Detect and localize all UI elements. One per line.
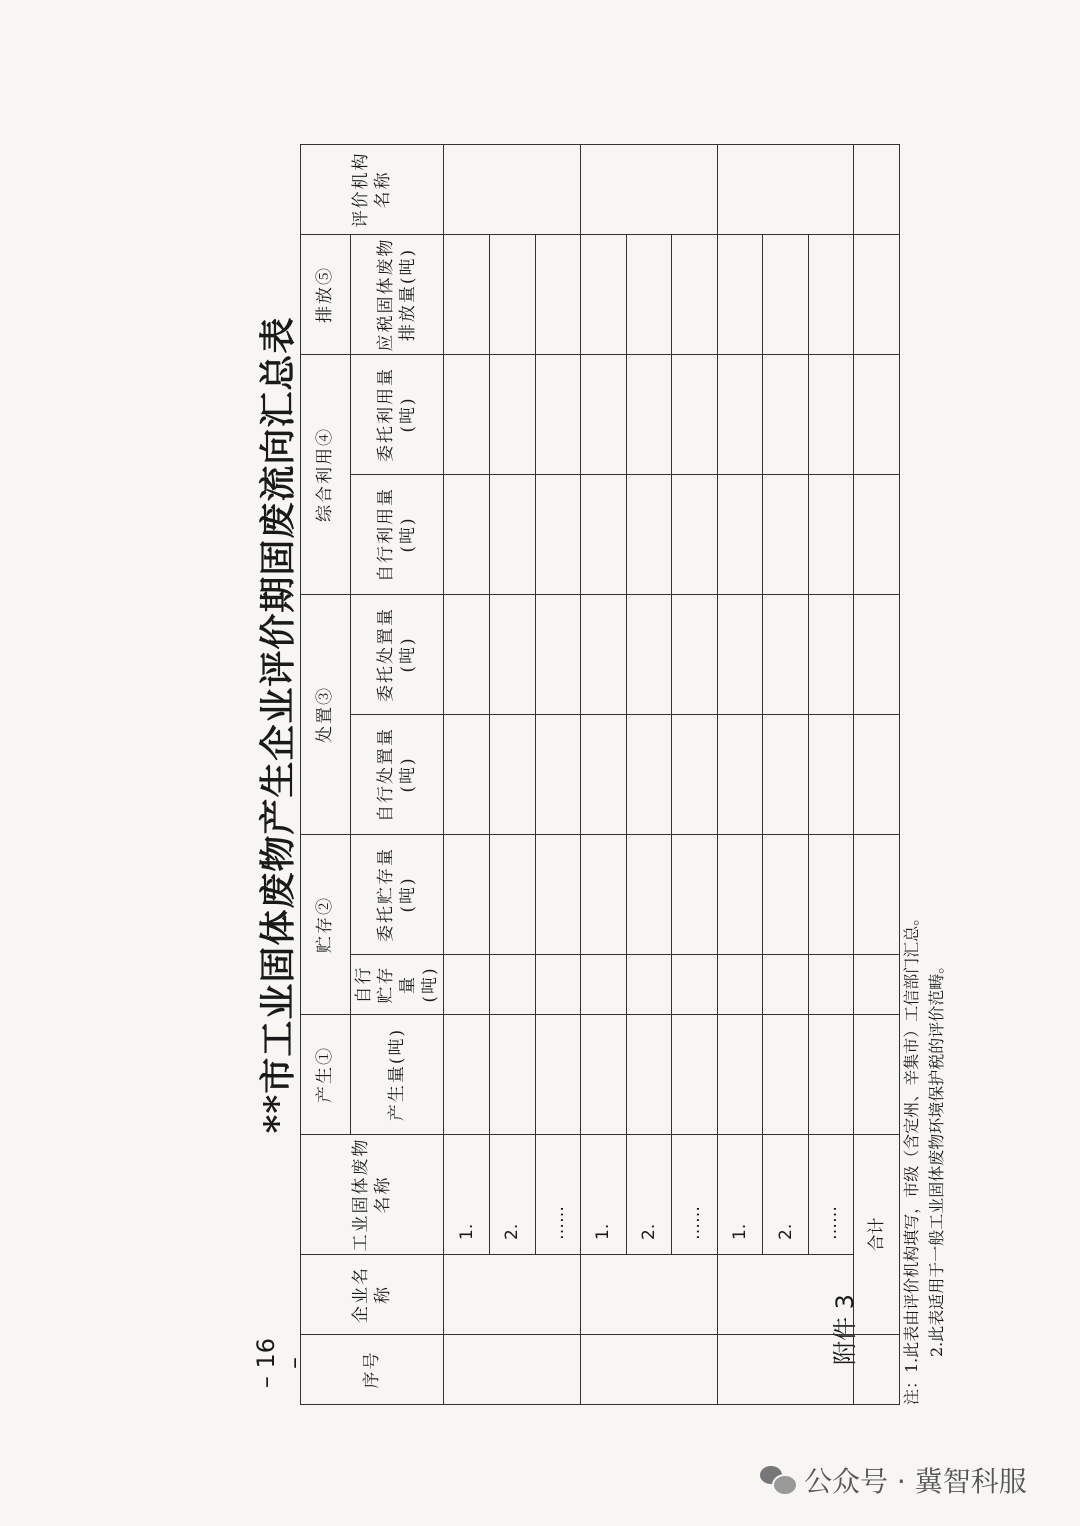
note-1: 注：1.此表由评价机构填写，市级（含定州、辛集市）工信部门汇总。 [902, 909, 921, 1405]
header-enterprise: 企业名称 [301, 1255, 444, 1335]
header-seq: 序号 [301, 1335, 444, 1405]
enterprise-cell [581, 1255, 718, 1335]
header-self-utilization: 自行利用量(吨) [351, 475, 444, 595]
header-utilization: 综合利用④ [301, 355, 351, 595]
waste-item: 2. [626, 1135, 672, 1255]
waste-item: …… [672, 1135, 718, 1255]
header-waste-name: 工业固体废物名称 [301, 1135, 444, 1255]
waste-item: 2. [763, 1135, 809, 1255]
page-number: – 16 – [252, 1337, 308, 1389]
agency-cell [444, 145, 581, 235]
waste-item: 1. [581, 1135, 627, 1255]
enterprise-cell [717, 1255, 854, 1335]
header-discharge: 排放⑤ [301, 235, 351, 355]
notes [900, 145, 950, 1405]
waste-item: 1. [444, 1135, 490, 1255]
header-storage: 贮存② [301, 835, 351, 1015]
header-self-storage: 自行贮存量(吨) [351, 955, 444, 1015]
header-entrusted-disposal: 委托处置量(吨) [351, 595, 444, 715]
header-self-disposal: 自行处置量(吨) [351, 715, 444, 835]
total-label: 合计 [854, 1135, 900, 1335]
seq-cell [717, 1335, 854, 1405]
note-2: 2.此表适用于一般工业固体废物环境保护税的评价范畴。 [926, 957, 946, 1357]
header-produce: 产生① [301, 1015, 351, 1135]
rotated-page [257, 145, 946, 1405]
header-disposal: 处置③ [301, 595, 351, 835]
waste-item: …… [535, 1135, 581, 1255]
summary-table [300, 144, 900, 1405]
wechat-icon [760, 1466, 796, 1494]
watermark-text: 公众号 · 冀智科服 [804, 1465, 1027, 1498]
header-entrusted-storage: 委托贮存量(吨) [351, 835, 444, 955]
table-title: **市工业固体废物产生企业评价期固废流向汇总表 [257, 316, 299, 1134]
agency-cell [717, 145, 854, 235]
header-produce-amount: 产生量(吨) [351, 1015, 444, 1135]
header-taxable-discharge: 应税固体废物排放量(吨) [351, 235, 444, 355]
header-agency: 评价机构名称 [301, 145, 444, 235]
attachment-label: 附件 3 [831, 1294, 859, 1365]
seq-cell [581, 1335, 718, 1405]
waste-item: 1. [717, 1135, 763, 1255]
header-entrusted-utilization: 委托利用量(吨) [351, 355, 444, 475]
waste-item: 2. [489, 1135, 535, 1255]
agency-cell [581, 145, 718, 235]
enterprise-cell [444, 1255, 581, 1335]
seq-cell [444, 1335, 581, 1405]
watermark [760, 1460, 1027, 1500]
waste-item: …… [808, 1135, 854, 1255]
